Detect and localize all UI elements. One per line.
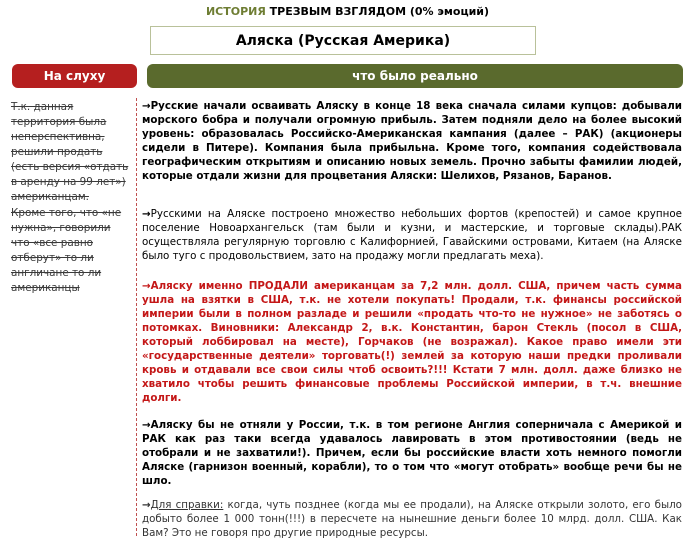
reality-paragraph-1-text: Русские начали осваивать Аляску в конце 18 века сначала силами купцов: добывали морского бобра и получали огромную прибыль. Затем подняли дело на более высокий уровень: образовалась Российско-Американская кампания (далее – РАК) (акционеры сидели в Питере). Компания была прибыльна. Кроме того, компания содействовала географическим открытиям и описанию новых земель. Прочно забыты фамилии людей, которые отдали жизни для процветания Аляски: Шелихов, Рязанов, Баранов.: [142, 100, 682, 182]
reality-paragraph-1: [142, 99, 682, 183]
arrow-icon: →: [142, 419, 151, 431]
arrow-icon: →: [142, 100, 151, 112]
reality-paragraph-3: [142, 279, 682, 405]
tab-reality: что было реально: [147, 64, 683, 88]
rumor-paragraph-1: Т.к. данная территория была неперспективна, решили продать (есть версия «отдать в аренду на 99 лет») американцам.: [11, 101, 129, 203]
arrow-icon: →: [142, 280, 151, 292]
reality-paragraph-2: [142, 207, 682, 263]
header-accent: ИСТОРИЯ: [205, 5, 266, 18]
arrow-icon: →: [142, 499, 151, 511]
column-divider: [136, 98, 137, 536]
page-title: Аляска (Русская Америка): [150, 26, 536, 55]
arrow-icon: →: [142, 208, 151, 220]
tab-rumor: На слуху: [12, 64, 137, 88]
page-header: [0, 5, 695, 18]
reference-label: Для справки:: [150, 499, 224, 511]
reality-paragraph-4: [142, 418, 682, 488]
reality-paragraph-2-text: Русскими на Аляске построено множество небольших фортов (крепостей) и самое крупное поселение Новоархангельск (там были и кузни, и мастерские, и торговые склады).РАК осуществляла регулярную торговлю с Калифорнией, Гавайскими островами, Китаем (на Аляске было туго с продовольствием, зато на продажу могли предлагать меха).: [142, 208, 682, 262]
reality-paragraph-5: [142, 498, 682, 540]
rumor-column: [11, 100, 129, 297]
rumor-paragraph-2: Кроме того, что «не нужна», говорили что «все равно отберут» то ли англичане то ли американцы: [11, 207, 122, 294]
reality-paragraph-3-text: Аляску именно ПРОДАЛИ американцам за 7,2 млн. долл. США, причем часть сумма ушла на взятки в США, т.к. не хотели покупать! Продали, т.к. финансы российской империи были в полном разладе и решили «продать что-то не нужное» не заботясь о потомках. Виновники: Александр 2, в.к. Константин, барон Стекль (посол в США, который лоббировал на месте), Горчаков (не возражал). Какое право имели эти «государственные деятели» торговать(!) землей за которую наши предки проливали кровь и отдавали все свои силы чтоб освоить?!!! Кстати 7 млн. долл. даже близко не хватило чтобы решить финансовые проблемы Российской империи, в т.ч. внешние долги.: [142, 280, 682, 404]
header-text: ТРЕЗВЫМ ВЗГЛЯДОМ (0% эмоций): [265, 5, 490, 18]
reality-paragraph-5-text: когда, чуть позднее (когда мы ее продали), на Аляске открыли золото, его было добыто более 1 000 тонн(!!!) в пересчете на нынешние деньги более 10 млрд. долл. США. Как Вам? Это не говоря про другие природные ресурсы.: [142, 499, 682, 539]
reality-paragraph-4-text: Аляску бы не отняли у России, т.к. в том регионе Англия соперничала с Америкой и РАК как раз таки всегда удавалось лавировать в этом противостоянии (ведь не отобрали и не захватили!). Причем, если бы российские власти хоть немного помогли Аляске (гарнизон военный, корабли), то о том что «могут отобрать» вообще речи бы не шло.: [142, 419, 682, 487]
